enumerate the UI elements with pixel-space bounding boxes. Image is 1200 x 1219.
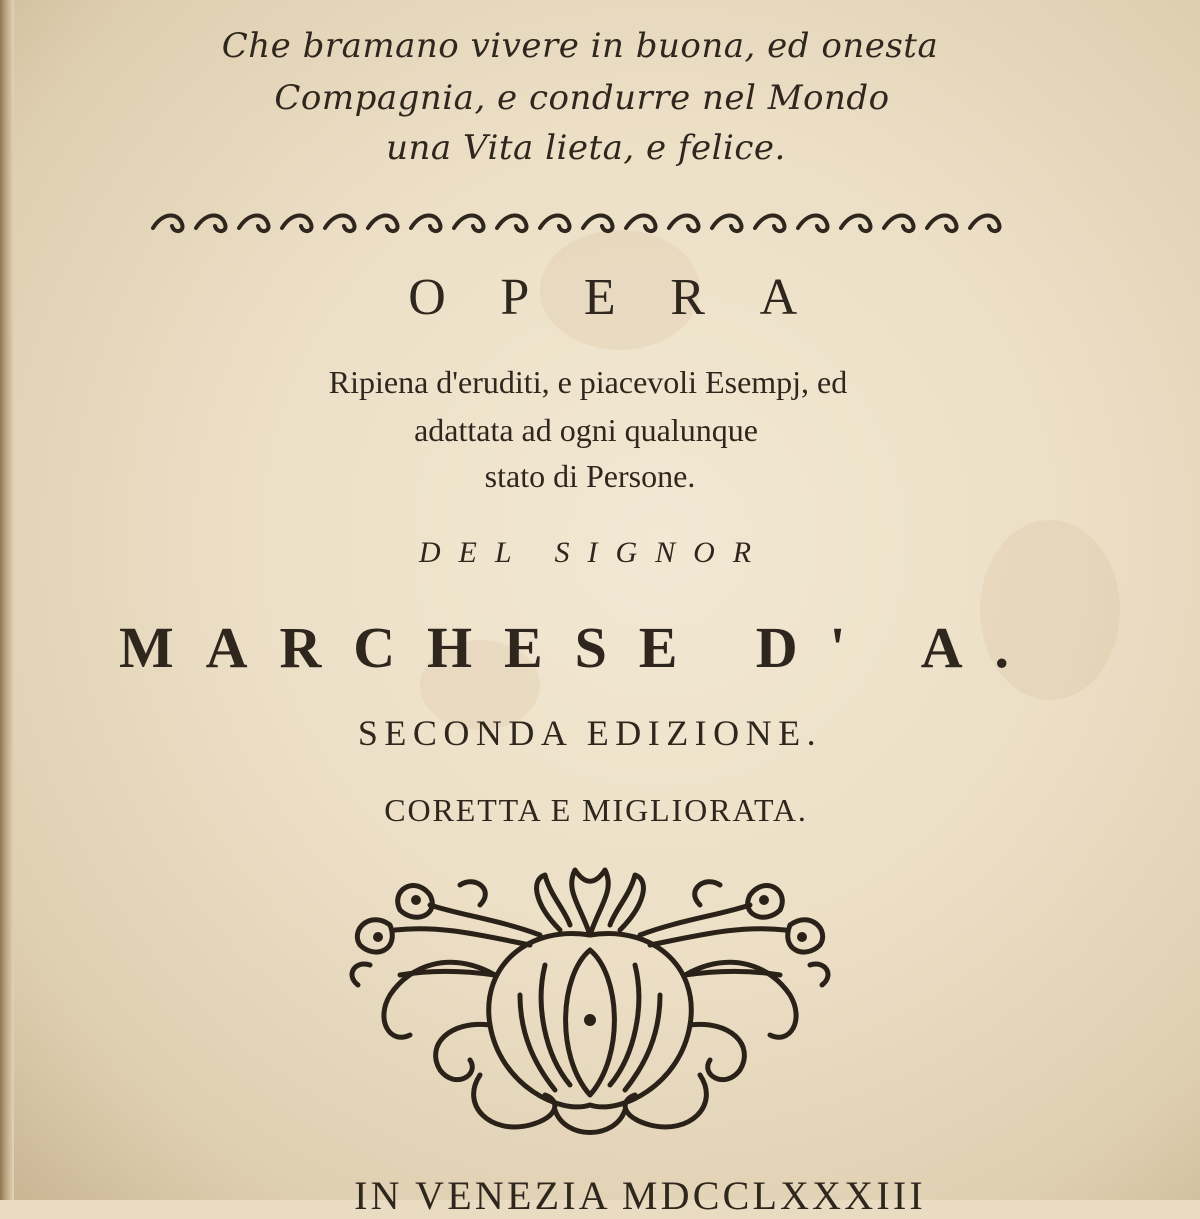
author-name: MARCHESE D' A. (119, 615, 1041, 680)
subtitle-line-1: Che bramano vivere in buona, ed onesta (221, 26, 939, 66)
subtitle-line-2: Compagnia, e condurre nel Mondo (274, 78, 890, 118)
floral-cartouche-ornament-icon (330, 855, 850, 1145)
description-line-2: adattata ad ogni qualunque (414, 412, 758, 448)
edition-label: SECONDA EDIZIONE. (357, 713, 823, 753)
imprint-line: IN VENEZIA MDCCLXXXIII (354, 1173, 926, 1218)
description-line-3: stato di Persone. (484, 458, 696, 494)
wave-border-ornament-icon (148, 204, 1018, 240)
author-prefix: DEL SIGNOR (418, 536, 770, 569)
subtitle-line-3: una Vita lieta, e felice. (386, 128, 786, 168)
work-label: OPERA (408, 269, 852, 326)
description-line-1: Ripiena d'eruditi, e piacevoli Esempj, ed (328, 364, 848, 400)
book-gutter-edge (0, 0, 14, 1200)
edition-note: CORETTA E MIGLIORATA. (384, 792, 808, 828)
